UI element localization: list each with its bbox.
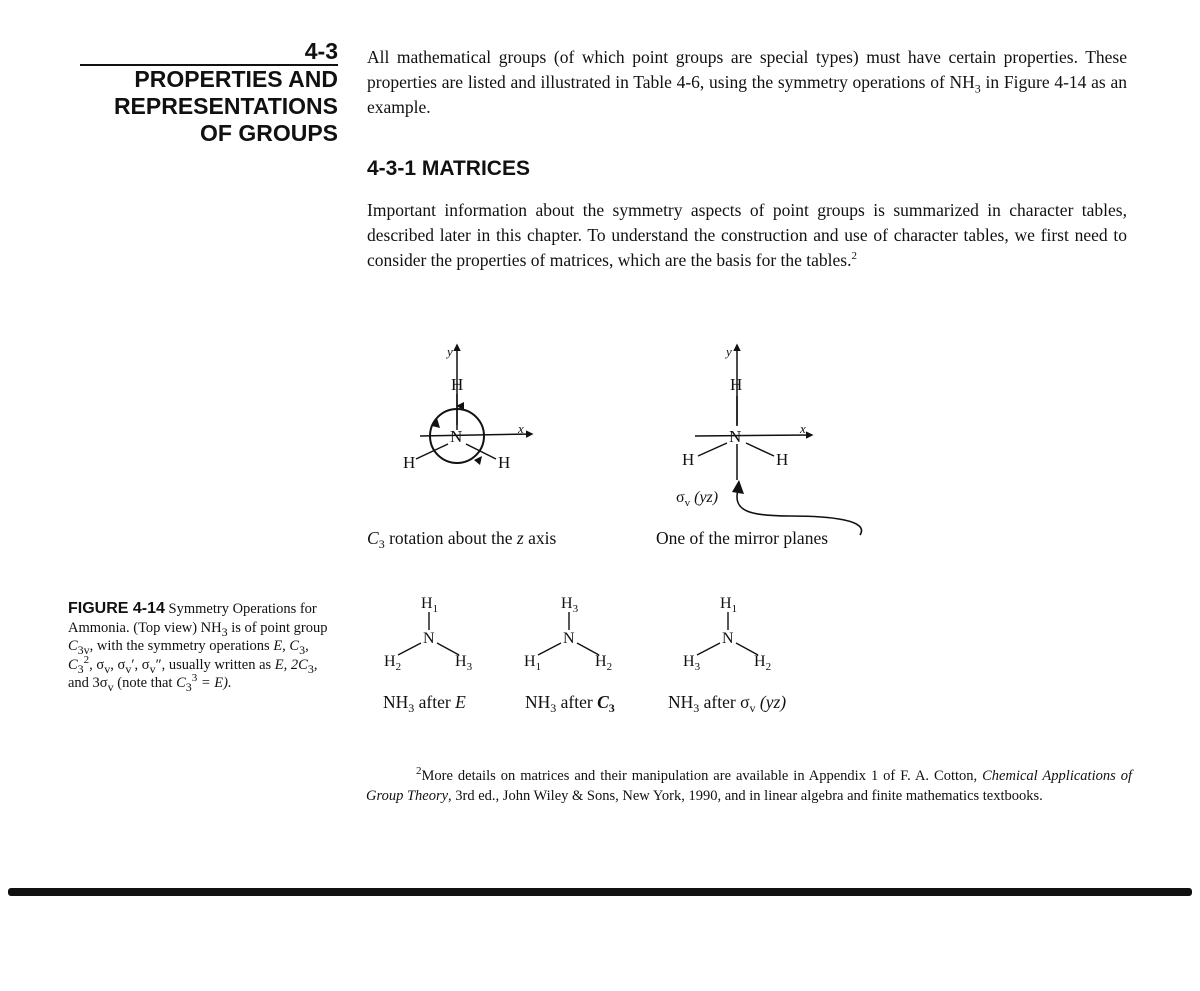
c3-caption: $C_3$ rotation about the z axis [367,528,557,551]
caption-sub: 3v [77,642,90,657]
x-axis-label: x [800,421,806,436]
intro-text: All mathematical groups (of which point groups are special types) must have certain properties. These properties are listed and illustrated in Table 4-6, using the symmetry operations of NH [367,47,1127,92]
bond [698,443,727,456]
caption-ops: E, 2C [274,656,308,673]
caption-sub: 3 [299,642,306,657]
caption-text: ″, usually written as [155,656,275,673]
caption-text: (note that [113,675,177,691]
bond [538,643,561,655]
figure-caption [68,600,330,693]
caption-text: , with the symmetry operations [89,638,274,654]
footnote-book-title: Chemical Applications of Group Theory [366,768,1133,804]
page-bottom-rule [8,888,1192,896]
nh3-orientation-c3 [524,595,615,715]
figure-label: FIGURE 4-14 [68,600,165,617]
y-axis-label: y [447,344,453,359]
caption-sub: 3 [221,624,228,639]
orientation-label: $NH_3$ after $\sigma_v$ (yz) [668,692,787,715]
nh3-orientation-sigma-v [668,595,786,715]
atom-h-left: $H_3$ [683,653,701,673]
atom-n: N [423,630,435,647]
caption-sup: 2 [83,653,90,666]
footnote-reference: 2 [851,250,857,263]
x-axis-arrow [420,434,532,436]
atom-h-right: H [498,453,511,472]
nh3-orientation-e [383,595,473,715]
section-number: 4-3 [304,38,338,64]
atom-h-right: H [776,450,789,469]
figure-4-14 [360,330,880,730]
atom-h-right: $H_3$ [455,653,473,673]
caption-group: C [68,638,78,654]
atom-h-left: $H_2$ [384,653,402,673]
atom-h-top: $H_1$ [720,595,738,615]
mirror-plane-arrowhead [732,480,744,494]
atom-n: N [450,427,463,446]
atom-n: N [722,630,734,647]
bond [746,443,774,456]
atom-h-left: H [403,453,416,472]
atom-n: N [563,630,575,647]
caption-ops: ′, σ [131,656,150,673]
x-axis-label: x [518,421,524,436]
caption-text: = E). [197,675,232,691]
caption-ops: , and 3σ [68,656,318,691]
mirror-plane-label: $\sigma_v$ (yz) [676,489,719,509]
caption-sub: v [107,679,114,694]
matrices-paragraph [367,198,1127,273]
intro-paragraph [367,45,1127,120]
orientation-label: $NH_3$ after $C_3$ [525,692,615,715]
x-axis-arrow [695,435,812,436]
caption-sup: 3 [191,672,198,685]
footnote [366,766,1132,806]
c3-rotation-diagram [403,344,532,472]
footnote-marker: 2 [416,765,422,778]
atom-n: N [729,427,742,446]
bond [398,643,421,655]
caption-sub: v [104,661,111,676]
caption-sub: v [149,661,156,676]
caption-ops: E, C [273,638,300,654]
caption-ops: C [176,675,186,691]
caption-ops: , C [68,638,309,673]
section-title-line: PROPERTIES AND [134,66,338,92]
section-title [38,66,338,147]
subsection-heading: 4-3-1 MATRICES [367,157,530,180]
matrices-text: Important information about the symmetry aspects of point groups is summarized in character tables, described later in this chapter. To understand the construction and use of character tables, we first need to consider the properties of matrices, which are the basis for the tables. [367,200,1127,270]
footnote-text: More details on matrices and their manipulation are available in Appendix 1 of F. A. Cotton, [421,768,983,784]
y-axis-label: y [726,344,732,359]
atom-h-left: $H_1$ [524,653,542,673]
section-title-line: REPRESENTATIONS [113,93,338,119]
atom-h-right: $H_2$ [754,653,772,673]
mirror-caption: One of the mirror planes [656,528,829,548]
intro-text-end: in Figure 4-14 as an example. [367,72,1127,117]
caption-ops: , σ [89,656,105,673]
rotation-arrowhead [474,456,482,465]
caption-text: Symmetry Operations for Ammonia. (Top view) NH [68,601,317,636]
mirror-plane-diagram [676,344,862,535]
caption-ops: , σ [110,656,126,673]
atom-h-top: $H_1$ [421,595,439,615]
caption-sub: 3 [185,679,192,694]
caption-sub: v [125,661,132,676]
section-title-line: OF GROUPS [199,120,338,146]
footnote-text: , 3rd ed., John Wiley & Sons, New York, 1990, and in linear algebra and finite mathematics textbooks. [448,788,1043,804]
caption-sub: 3 [77,661,84,676]
atom-h-top: H [730,375,743,394]
intro-formula-sub: 3 [974,81,981,96]
atom-h-right: $H_2$ [595,653,613,673]
caption-text: is of point group [227,619,328,636]
orientation-label: $NH_3$ after E [383,692,466,715]
atom-h-left: H [682,450,695,469]
atom-h-top: H [451,375,464,394]
atom-h-top: $H_3$ [561,595,579,615]
bond [697,643,720,655]
caption-sub: 3 [307,661,314,676]
